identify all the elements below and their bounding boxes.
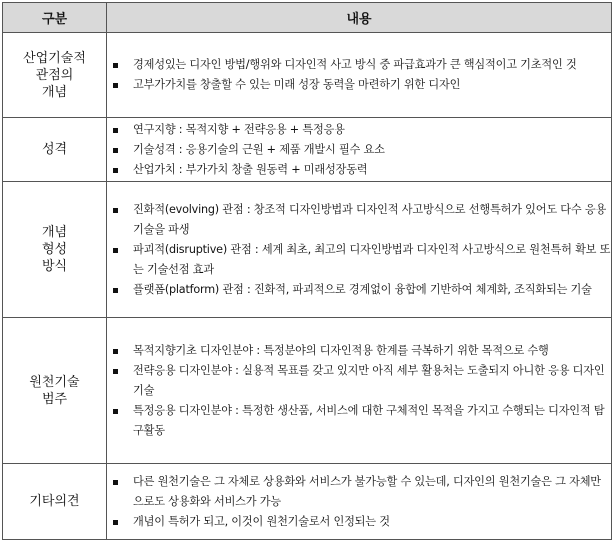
bullet-list bbox=[107, 341, 611, 441]
bullet-square-icon bbox=[113, 208, 118, 213]
list-item bbox=[107, 240, 611, 280]
list-item-text: 전략응용 디자인분야 : 실용적 목표를 갖고 있지만 아직 세부 활용처는 도출되지 아니한 응용 디자인 기술 bbox=[133, 363, 605, 397]
table-row bbox=[3, 118, 612, 182]
bullet-square-icon bbox=[113, 288, 118, 293]
bullet-square-icon bbox=[113, 409, 118, 414]
row-content bbox=[107, 464, 612, 540]
row-content bbox=[107, 118, 612, 182]
bullet-square-icon bbox=[113, 83, 118, 88]
row-category: 개념 형성 방식 bbox=[3, 182, 107, 318]
concept-table bbox=[2, 2, 612, 540]
bullet-square-icon bbox=[113, 148, 118, 153]
list-item-text: 특정응용 디자인분야 : 특정한 생산품, 서비스에 대한 구체적인 목적을 가지고 수행되는 디자인적 탐구활동 bbox=[133, 403, 605, 437]
bullet-square-icon bbox=[113, 248, 118, 253]
row-category: 기타의견 bbox=[3, 464, 107, 540]
list-item bbox=[107, 160, 611, 180]
row-category: 산업기술적 관점의 개념 bbox=[3, 33, 107, 118]
list-item-text: 진화적(evolving) 관점 : 창조적 디자인방법과 디자인적 사고방식으로 선행특허가 있어도 다수 응용기술을 파생 bbox=[133, 202, 607, 236]
header-content: 내용 bbox=[107, 3, 612, 33]
bullet-square-icon bbox=[113, 168, 118, 173]
list-item bbox=[107, 401, 611, 441]
table-row bbox=[3, 318, 612, 464]
bullet-square-icon bbox=[113, 63, 118, 68]
list-item bbox=[107, 55, 611, 75]
header-row bbox=[3, 3, 612, 33]
list-item-text: 파괴적(disruptive) 관점 : 세계 최초, 최고의 디자인방법과 디자인적 사고방식으로 원천특허 확보 또는 기술선점 효과 bbox=[133, 242, 611, 276]
list-item bbox=[107, 140, 611, 160]
list-item bbox=[107, 200, 611, 240]
header-category: 구분 bbox=[3, 3, 107, 33]
row-content bbox=[107, 318, 612, 464]
row-category: 원천기술 범주 bbox=[3, 318, 107, 464]
list-item bbox=[107, 341, 611, 361]
list-item-text: 목적지향기초 디자인분야 : 특정분야의 디자인적용 한계를 극복하기 위한 목적으로 수행 bbox=[133, 343, 549, 357]
bullet-list bbox=[107, 200, 611, 300]
bullet-list bbox=[107, 55, 611, 95]
list-item bbox=[107, 472, 611, 512]
bullet-square-icon bbox=[113, 349, 118, 354]
list-item bbox=[107, 512, 611, 532]
row-content bbox=[107, 182, 612, 318]
list-item-text: 다른 원천기술은 그 자체로 상용화와 서비스가 불가능할 수 있는데, 디자인의 원천기술은 그 자체만으로도 상용화와 서비스가 가능 bbox=[133, 474, 601, 508]
list-item-text: 플랫폼(platform) 관점 : 진화적, 파괴적으로 경계없이 융합에 기반하여 체계화, 조직화되는 기술 bbox=[133, 282, 592, 296]
list-item-text: 경제성있는 디자인 방법/행위와 디자인적 사고 방식 중 파급효과가 큰 핵심적이고 기초적인 것 bbox=[133, 58, 577, 71]
list-item bbox=[107, 361, 611, 401]
bullet-list bbox=[107, 120, 611, 180]
list-item-text: 산업가치 : 부가가치 창출 원동력 + 미래성장동력 bbox=[133, 162, 368, 176]
list-item-text: 개념이 특허가 되고, 이것이 원천기술로서 인정되는 것 bbox=[133, 514, 390, 528]
table-row bbox=[3, 182, 612, 318]
bullet-square-icon bbox=[113, 520, 118, 525]
row-category: 성격 bbox=[3, 118, 107, 182]
bullet-square-icon bbox=[113, 128, 118, 133]
row-content bbox=[107, 33, 612, 118]
table-row bbox=[3, 464, 612, 540]
list-item bbox=[107, 280, 611, 300]
list-item bbox=[107, 75, 611, 95]
table-row bbox=[3, 33, 612, 118]
bullet-square-icon bbox=[113, 369, 118, 374]
list-item-text: 고부가가치를 창출할 수 있는 미래 성장 동력을 마련하기 위한 디자인 bbox=[133, 78, 461, 91]
list-item bbox=[107, 120, 611, 140]
bullet-square-icon bbox=[113, 480, 118, 485]
bullet-list bbox=[107, 472, 611, 532]
list-item-text: 연구지향 : 목적지향 + 전략응용 + 특정응용 bbox=[133, 122, 345, 136]
list-item-text: 기술성격 : 응용기술의 근원 + 제품 개발시 필수 요소 bbox=[133, 142, 385, 156]
